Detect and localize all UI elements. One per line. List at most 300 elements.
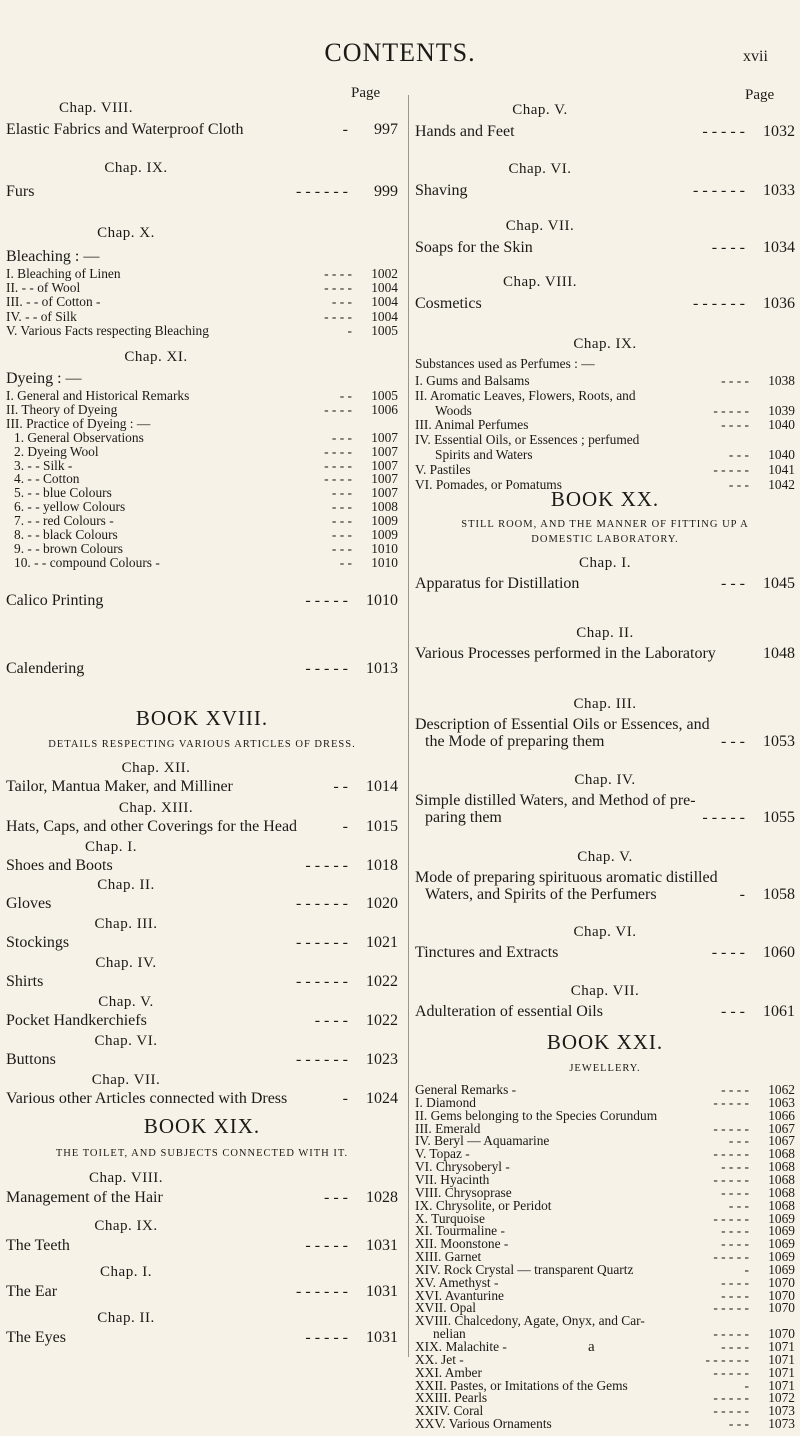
entry-title: The Ear (6, 1283, 58, 1300)
dot-leader: - - - - (721, 373, 749, 388)
book-heading: BOOK XVIII. (135, 706, 269, 730)
entry-title: 1. General Observations (14, 429, 144, 445)
page-ref: 1071 (768, 1364, 795, 1380)
page-ref: 1067 (768, 1120, 795, 1136)
dot-leader: - (347, 322, 352, 338)
chapter-heading: Chap. VII. (91, 1072, 161, 1088)
entry-title: Various other Articles connected with Dress (6, 1090, 288, 1107)
entry-title: Woods (435, 402, 472, 418)
entry-title: 5. - - blue Colours (14, 485, 112, 501)
dot-leader: - - - - - - (296, 1283, 348, 1300)
toc-entry (6, 1329, 398, 1349)
book-subtitle: STILL ROOM, AND THE MANNER OF FITTING UP A (461, 519, 749, 530)
dot-leader: - - (339, 388, 352, 403)
dot-leader: - - - - (324, 266, 352, 281)
dot-leader: - - - - (314, 1012, 348, 1029)
dot-leader: - - - - (711, 239, 745, 256)
dot-leader: - - - (324, 1189, 348, 1206)
page-ref: 1055 (763, 809, 795, 826)
dot-leader: - - (339, 554, 352, 570)
chapter-heading: Chap. VI. (508, 161, 572, 177)
dot-leader: - - - - (324, 308, 352, 324)
page-ref: 1058 (763, 886, 795, 903)
entry-title: Cosmetics (415, 295, 482, 312)
toc-entry (6, 818, 398, 838)
entry-title: VII. Hyacinth (415, 1171, 490, 1187)
chapter-heading: Chap. I. (100, 1264, 152, 1280)
page-ref: 1004 (371, 280, 398, 296)
entry-title: XVII. Opal (415, 1300, 476, 1316)
entry-title: II. Gems belonging to the Species Corundum (415, 1107, 658, 1123)
dot-leader: - - - - (711, 944, 745, 961)
page-ref: 1071 (768, 1377, 795, 1393)
chapter-heading: Chap. III. (573, 696, 637, 712)
dot-leader: - - - - - (305, 857, 348, 874)
chapter-heading: Chap. X. (97, 225, 155, 241)
entry-title: XV. Amethyst - (415, 1274, 499, 1290)
entry-title: 2. Dyeing Wool (14, 443, 99, 459)
entry-title: III. Animal Perfumes (415, 417, 529, 433)
toc-entry (6, 1283, 398, 1303)
book-heading: BOOK XIX. (143, 1114, 261, 1138)
page-ref: 1068 (768, 1184, 795, 1200)
dot-leader: - (342, 121, 348, 138)
dot-leader: - - - - - (305, 1237, 348, 1254)
book-subtitle: DOMESTIC LABORATORY. (531, 534, 679, 545)
entry-title: Calico Printing (6, 592, 104, 609)
toc-entry (6, 1237, 398, 1257)
dot-leader: - - - - - (713, 1249, 749, 1265)
chapter-heading: Chap. III. (94, 916, 158, 932)
section-intro: Substances used as Perfumes : — (415, 356, 595, 371)
page-ref: 1039 (768, 402, 795, 418)
entry-title: Shirts (6, 973, 44, 990)
entry-title: Calendering (6, 660, 85, 677)
entry-title: Various Processes performed in the Laboratory (415, 645, 716, 662)
page-ref: 1015 (366, 818, 398, 835)
dot-leader: - - - - (721, 417, 749, 433)
entry-title: XXII. Pastes, or Imitations of the Gems (415, 1377, 628, 1393)
entry-title: XXIII. Pearls (415, 1390, 488, 1406)
dot-leader: - - - - - (702, 809, 745, 826)
chapter-heading: Chap. I. (85, 839, 137, 855)
page-ref: 1023 (366, 1051, 398, 1068)
entry-title: I. Diamond (415, 1094, 476, 1110)
toc-entry (415, 575, 795, 595)
dot-leader: - - - - - - (296, 973, 348, 990)
page-ref: 997 (374, 121, 398, 138)
dot-leader: - - - - - - (296, 934, 348, 951)
toc-entry (6, 592, 398, 612)
dot-leader: - (744, 1261, 749, 1277)
toc-entry (6, 934, 398, 954)
page-ref: 1063 (768, 1094, 795, 1110)
page-ref: 1069 (768, 1223, 795, 1239)
entry-title: Shoes and Boots (6, 857, 113, 874)
entry-title: Simple distilled Waters, and Method of pre- (415, 792, 696, 809)
dot-leader: - - - - - - (296, 895, 348, 912)
toc-entry (6, 183, 398, 203)
entry-title: IV. - - of Silk (6, 308, 77, 324)
entry-title: Hands and Feet (415, 123, 515, 140)
dot-leader: - - - - (721, 1223, 749, 1239)
page-ref: 1070 (768, 1300, 795, 1316)
page-ref: 1073 (768, 1403, 795, 1419)
page-ref: 1042 (768, 476, 795, 492)
page-ref: 1041 (768, 461, 795, 477)
toc-entry (415, 809, 795, 829)
dot-leader: - - - (331, 527, 352, 542)
entry-title: 8. - - black Colours (14, 527, 118, 542)
page-ref: 1038 (768, 373, 795, 388)
toc-entry (415, 886, 795, 906)
entry-title: Hats, Caps, and other Coverings for the Head (6, 818, 298, 835)
dot-leader: - - - - - (713, 1390, 749, 1406)
toc-entry (6, 1090, 398, 1110)
page-ref: 1022 (366, 1012, 398, 1029)
dot-leader: - - - (331, 540, 352, 556)
page-ref: 1070 (768, 1274, 795, 1290)
page-ref: 1045 (763, 575, 795, 592)
book-subtitle: JEWELLERY. (569, 1063, 641, 1074)
dot-leader: - - - - - (713, 1403, 749, 1419)
entry-title: Tailor, Mantua Maker, and Milliner (6, 778, 233, 795)
dot-leader: - - - - - - (705, 1351, 749, 1367)
chapter-heading: Chap. V. (98, 994, 154, 1010)
page-ref: 1032 (763, 123, 795, 140)
page-ref: 1068 (768, 1159, 795, 1175)
entry-title: Soaps for the Skin (415, 239, 533, 256)
entry-title: 3. - - Silk - (14, 457, 73, 473)
page-ref: 1004 (371, 308, 398, 324)
dot-leader: - - - - (721, 1159, 749, 1175)
toc-entry (415, 1416, 795, 1436)
entry-title: XX. Jet - (415, 1351, 464, 1367)
page-ref: 1062 (768, 1082, 795, 1097)
entry-title: VI. Chrysoberyl - (415, 1159, 510, 1175)
page-ref: 1008 (371, 499, 398, 515)
page-ref: 1071 (768, 1339, 795, 1355)
dot-leader: - (739, 886, 745, 903)
entry-title: Management of the Hair (6, 1189, 163, 1206)
entry-title: X. Turquoise (415, 1210, 485, 1226)
entry-title: 6. - - yellow Colours (14, 499, 126, 515)
entry-title: XII. Moonstone - (415, 1236, 509, 1252)
entry-title: Shaving (415, 182, 468, 199)
book-heading: BOOK XXI. (546, 1030, 664, 1054)
page-ref: 1069 (768, 1236, 795, 1252)
page-ref: 1040 (768, 417, 795, 433)
dot-leader: - - - - - (713, 1364, 749, 1380)
entry-title: Mode of preparing spirituous aromatic distilled (415, 869, 718, 886)
page-ref: 1066 (768, 1107, 795, 1123)
page-ref: 1020 (366, 895, 398, 912)
dot-leader: - - - - - (305, 660, 348, 677)
dot-leader: - - - - (324, 443, 352, 459)
page-ref: 1018 (366, 857, 398, 874)
dot-leader: - - - - (721, 1274, 749, 1290)
dot-leader: - - - - - (713, 1171, 749, 1187)
entry-title: IV. Beryl — Aquamarine (415, 1133, 550, 1149)
page-ref: 1002 (371, 266, 398, 281)
toc-entry (415, 182, 795, 202)
entry-title: Tinctures and Extracts (415, 944, 559, 961)
book-subtitle: THE TOILET, AND SUBJECTS CONNECTED WITH IT. (55, 1148, 349, 1159)
entry-title: 9. - - brown Colours (14, 540, 123, 556)
page-ref: 1067 (768, 1133, 795, 1149)
dot-leader: - - - (728, 476, 749, 492)
chapter-heading: Chap. IV. (95, 955, 157, 971)
toc-entry (6, 121, 398, 141)
dot-leader: - - - (331, 429, 352, 445)
dot-leader: - - - (721, 575, 745, 592)
chapter-heading: Chap. IV. (574, 772, 636, 788)
entry-title: V. Pastiles (415, 461, 471, 477)
entry-title: XIII. Garnet (415, 1249, 482, 1265)
section-intro: Bleaching : — (6, 248, 100, 265)
page-ref: 1033 (763, 182, 795, 199)
page-ref: 1034 (763, 239, 795, 256)
toc-entry (6, 857, 398, 877)
toc-entry (6, 1051, 398, 1071)
page-ref: 1069 (768, 1249, 795, 1265)
book-heading: BOOK XX. (550, 487, 660, 511)
dot-leader: - - - - (324, 457, 352, 473)
dot-leader: - - - - (324, 280, 352, 296)
entry-title: V. Topaz - (415, 1146, 470, 1162)
toc-entry (6, 660, 398, 680)
page-ref: 1040 (768, 447, 795, 462)
page-ref: 1013 (366, 660, 398, 677)
entry-title: XXIV. Coral (415, 1403, 484, 1419)
page-ref: 1007 (371, 457, 398, 473)
chapter-heading: Chap. II. (576, 625, 634, 641)
dot-leader: - - - - - (713, 402, 749, 418)
toc-entry (6, 555, 398, 575)
entry-title: XVI. Avanturine (415, 1287, 504, 1303)
column-divider (408, 95, 409, 1357)
page-ref: 1072 (768, 1390, 795, 1406)
entry-title: paring them (425, 809, 502, 826)
entry-title: 10. - - compound Colours - (14, 554, 160, 570)
toc-entry (6, 1012, 398, 1032)
chapter-heading: Chap. XI. (124, 349, 188, 365)
chapter-heading: Chap. I. (579, 555, 631, 571)
entry-title: Waters, and Spirits of the Perfumers (425, 886, 657, 903)
entry-title: Gloves (6, 895, 52, 912)
page-ref: 1028 (366, 1189, 398, 1206)
dot-leader: - - - (331, 499, 352, 515)
page-ref: 1053 (763, 733, 795, 750)
dot-leader: - - - - - (713, 461, 749, 477)
page-ref: 1073 (768, 1416, 795, 1432)
chapter-heading: Chap. II. (97, 877, 155, 893)
entry-title: XIV. Rock Crystal — transparent Quartz (415, 1261, 634, 1277)
page-title: CONTENTS. (324, 38, 476, 67)
entry-title: I. General and Historical Remarks (6, 388, 190, 403)
chapter-heading: Chap. XIII. (118, 800, 194, 816)
chapter-heading: Chap. VI. (573, 924, 637, 940)
page-ref: 1010 (366, 592, 398, 609)
chapter-heading: Chap. VII. (570, 983, 640, 999)
dot-leader: - - - (331, 513, 352, 529)
entry-title: I. Gums and Balsams (415, 373, 530, 388)
entry-title: nelian (433, 1326, 466, 1342)
page-ref: 1068 (768, 1171, 795, 1187)
page-ref: 1070 (768, 1326, 795, 1342)
dot-leader: - (342, 1090, 348, 1107)
entry-title: III. Emerald (415, 1120, 481, 1136)
page-ref: 1031 (366, 1283, 398, 1300)
dot-leader: - - - - - (713, 1094, 749, 1110)
toc-entry (6, 973, 398, 993)
page-ref: 1068 (768, 1146, 795, 1162)
entry-title: Adulteration of essential Oils (415, 1003, 603, 1020)
dot-leader: - - (333, 778, 348, 795)
chapter-heading: Chap. V. (577, 849, 633, 865)
entry-title: VI. Pomades, or Pomatums (415, 476, 562, 492)
page-ref: 1021 (366, 934, 398, 951)
page-ref: 1061 (763, 1003, 795, 1020)
dot-leader: - - - - - (305, 592, 348, 609)
dot-leader: - - - - (324, 401, 352, 417)
entry-title: XI. Tourmaline - (415, 1223, 505, 1239)
signature-mark: a (588, 1339, 595, 1355)
chapter-heading: Chap. II. (97, 1310, 155, 1326)
chapter-heading: Chap. VIII. (503, 274, 577, 290)
entry-title: XXV. Various Ornaments (415, 1416, 552, 1432)
page-ref: 1048 (763, 645, 795, 662)
page-ref: 1022 (366, 973, 398, 990)
chapter-heading: Chap. IX. (104, 160, 168, 176)
dot-leader: - - - - (324, 471, 352, 487)
page-column-label: Page (745, 87, 775, 103)
chapter-heading: Chap. VII. (505, 218, 575, 234)
chapter-heading: Chap. V. (512, 102, 568, 118)
dot-leader: - - - - (721, 1236, 749, 1252)
chapter-heading: Chap. VIII. (59, 100, 133, 116)
entry-title: IX. Chrysolite, or Peridot (415, 1197, 552, 1213)
entry-title: IV. Essential Oils, or Essences ; perfumed (415, 432, 640, 448)
page-ref: 1010 (371, 540, 398, 556)
dot-leader: - - - - - - (693, 182, 745, 199)
page-ref: 1007 (371, 485, 398, 501)
page-ref: 1036 (763, 295, 795, 312)
entry-title: 4. - - Cotton (14, 471, 80, 487)
page-ref: 1004 (371, 294, 398, 310)
entry-title: Buttons (6, 1051, 56, 1068)
page-ref: 1070 (768, 1287, 795, 1303)
chapter-heading: Chap. VIII. (89, 1170, 163, 1186)
dot-leader: - (744, 1377, 749, 1393)
page-ref: 1031 (366, 1237, 398, 1254)
entry-title: The Teeth (6, 1237, 70, 1254)
dot-leader: - (342, 818, 348, 835)
page-ref: 999 (374, 183, 398, 200)
page-ref: 1031 (366, 1329, 398, 1346)
page-ref: 1071 (768, 1351, 795, 1367)
dot-leader: - - - - - (702, 123, 745, 140)
dot-leader: - - - - (721, 1287, 749, 1303)
toc-entry (415, 1003, 795, 1023)
page-column-label: Page (351, 85, 381, 101)
entry-title: II. - - of Wool (6, 280, 81, 296)
page-ref: 1069 (768, 1261, 795, 1277)
page-ref: 1068 (768, 1197, 795, 1213)
entry-title: Pocket Handkerchiefs (6, 1012, 147, 1029)
page-ref: 1007 (371, 429, 398, 445)
dot-leader: - - - (331, 294, 352, 310)
page-ref: 1069 (768, 1210, 795, 1226)
dot-leader: - - - - - - (693, 295, 745, 312)
page-ref: 1006 (371, 401, 398, 417)
page-ref: 1009 (371, 527, 398, 542)
dot-leader: - - - - - (713, 1210, 749, 1226)
toc-entry (6, 323, 398, 343)
entry-title: VIII. Chrysoprase (415, 1184, 512, 1200)
dot-leader: - - - - - (713, 1300, 749, 1316)
dot-leader: - - - (721, 733, 745, 750)
toc-entry (415, 944, 795, 964)
toc-entry (415, 645, 795, 665)
entry-title: I. Bleaching of Linen (6, 266, 121, 281)
dot-leader: - - - (728, 1197, 749, 1213)
page-ref: 1014 (366, 778, 398, 795)
entry-title: Furs (6, 183, 35, 200)
entry-title: 7. - - red Colours - (14, 513, 114, 529)
entry-title: V. Various Facts respecting Bleaching (6, 322, 209, 338)
dot-leader: - - - (728, 1416, 749, 1432)
entry-title: II. Aromatic Leaves, Flowers, Roots, and (415, 387, 636, 403)
entry-title: the Mode of preparing them (425, 733, 605, 750)
toc-entry (415, 123, 795, 143)
entry-title: Elastic Fabrics and Waterproof Cloth (6, 121, 244, 138)
chapter-heading: Chap. IX. (573, 336, 637, 352)
toc-entry (415, 295, 795, 315)
toc-entry (6, 778, 398, 798)
entry-title: III. Practice of Dyeing : — (6, 415, 151, 431)
dot-leader: - - - - (721, 1082, 749, 1097)
page-ref: 1007 (371, 471, 398, 487)
dot-leader: - - - - - (713, 1120, 749, 1136)
dot-leader: - - - - (721, 1184, 749, 1200)
toc-entry (6, 895, 398, 915)
dot-leader: - - - - - (713, 1146, 749, 1162)
entry-title: XIX. Malachite - (415, 1339, 507, 1355)
toc-entry (415, 239, 795, 259)
toc-entry (6, 1189, 398, 1209)
dot-leader: - - - - - (713, 1326, 749, 1342)
dot-leader: - - - (331, 485, 352, 501)
entry-title: Spirits and Waters (435, 447, 533, 462)
dot-leader: - - - - - - (296, 183, 348, 200)
entry-title: General Remarks - (415, 1082, 517, 1097)
entry-title: Description of Essential Oils or Essences, and (415, 716, 710, 733)
entry-title: II. Theory of Dyeing (6, 401, 118, 417)
page-ref: 1024 (366, 1090, 398, 1107)
page-number: xvii (743, 48, 768, 65)
page-ref: 1009 (371, 513, 398, 529)
page-ref: 1005 (371, 322, 398, 338)
page-ref: 1010 (371, 554, 398, 570)
dot-leader: - - - (728, 1133, 749, 1149)
entry-title: III. - - of Cotton - (6, 294, 101, 310)
dot-leader: - - - - - (305, 1329, 348, 1346)
page-ref: 1060 (763, 944, 795, 961)
dot-leader: - - - - - - (296, 1051, 348, 1068)
dot-leader: - - - (728, 447, 749, 462)
chapter-heading: Chap. VI. (94, 1033, 158, 1049)
